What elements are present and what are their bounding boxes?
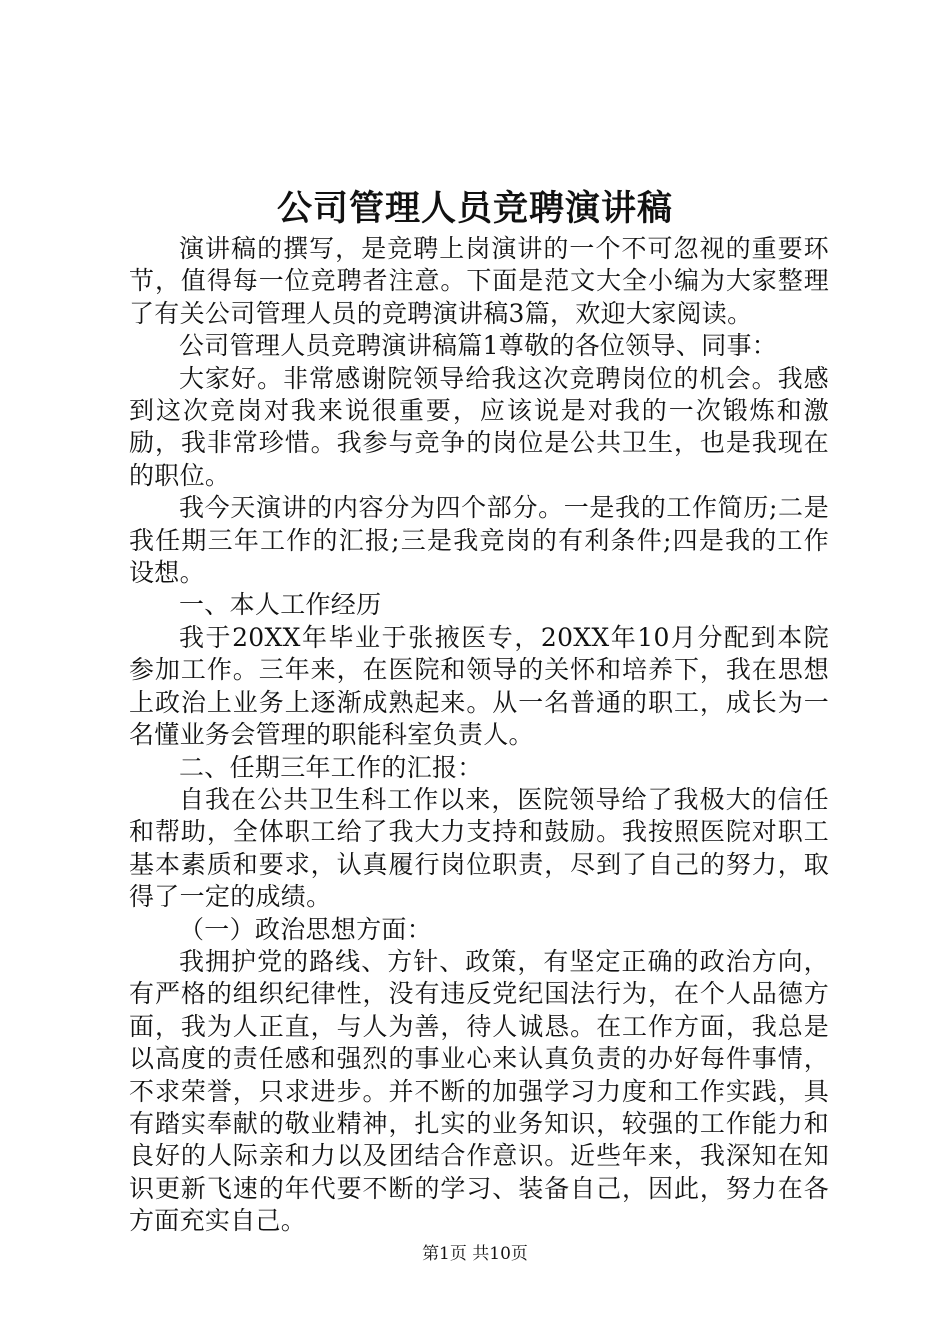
- paragraph-outline: 我今天演讲的内容分为四个部分。一是我的工作简历;二是我任期三年工作的汇报;三是我竞岗的有利条件;四是我的工作设想。: [129, 493, 829, 588]
- paragraph-work-history: 我于20XX年毕业于张掖医专，20XX年10月分配到本院参加工作。三年来，在医院和领导的关怀和培养下，我在思想上政治上业务上逐渐成熟起来。从一名普通的职工，成长为一名懂业务会管理的职能科室负责人。: [129, 622, 829, 750]
- document-body: [129, 233, 829, 1238]
- paragraph-salutation: 公司管理人员竞聘演讲稿篇1尊敬的各位领导、同事：: [179, 331, 778, 361]
- section-heading-work-history: 一、本人工作经历: [179, 590, 382, 620]
- page-footer: 第1页 共10页: [422, 1244, 528, 1264]
- paragraph-greeting: 大家好。非常感谢院领导给我这次竞聘岗位的机会。我感到这次竞岗对我来说很重要，应该说是对我的一次锻炼和激励，我非常珍惜。我参与竞争的岗位是公共卫生，也是我现在的职位。: [129, 363, 829, 490]
- section-heading-report: 二、任期三年工作的汇报：: [179, 752, 483, 782]
- subsection-heading-politics: （一）政治思想方面：: [179, 914, 433, 944]
- paragraph-politics: 我拥护党的路线、方针、政策，有坚定正确的政治方向，有严格的组织纪律性，没有违反党纪国法行为，在个人品德方面，我为人正直，与人为善，待人诚恳。在工作方面，我总是以高度的责任感和强烈的事业心来认真负责的办好每件事情，不求荣誉，只求进步。并不断的加强学习力度和工作实践，具有踏实奉献的敬业精神，扎实的业务知识，较强的工作能力和良好的人际亲和力以及团结合作意识。近些年来，我深知在知识更新飞速的年代要不断的学习、装备自己，因此，努力在各方面充实自己。: [129, 946, 829, 1236]
- paragraph-report: 自我在公共卫生科工作以来，医院领导给了我极大的信任和帮助，全体职工给了我大力支持和鼓励。我按照医院对职工基本素质和要求，认真履行岗位职责，尽到了自己的努力，取得了一定的成绩。: [129, 784, 829, 912]
- document-title: 公司管理人员竞聘演讲稿: [276, 188, 673, 229]
- paragraph-intro: 演讲稿的撰写，是竞聘上岗演讲的一个不可忽视的重要环节，值得每一位竞聘者注意。下面是范文大全小编为大家整理了有关公司管理人员的竞聘演讲稿3篇，欢迎大家阅读。: [129, 234, 829, 328]
